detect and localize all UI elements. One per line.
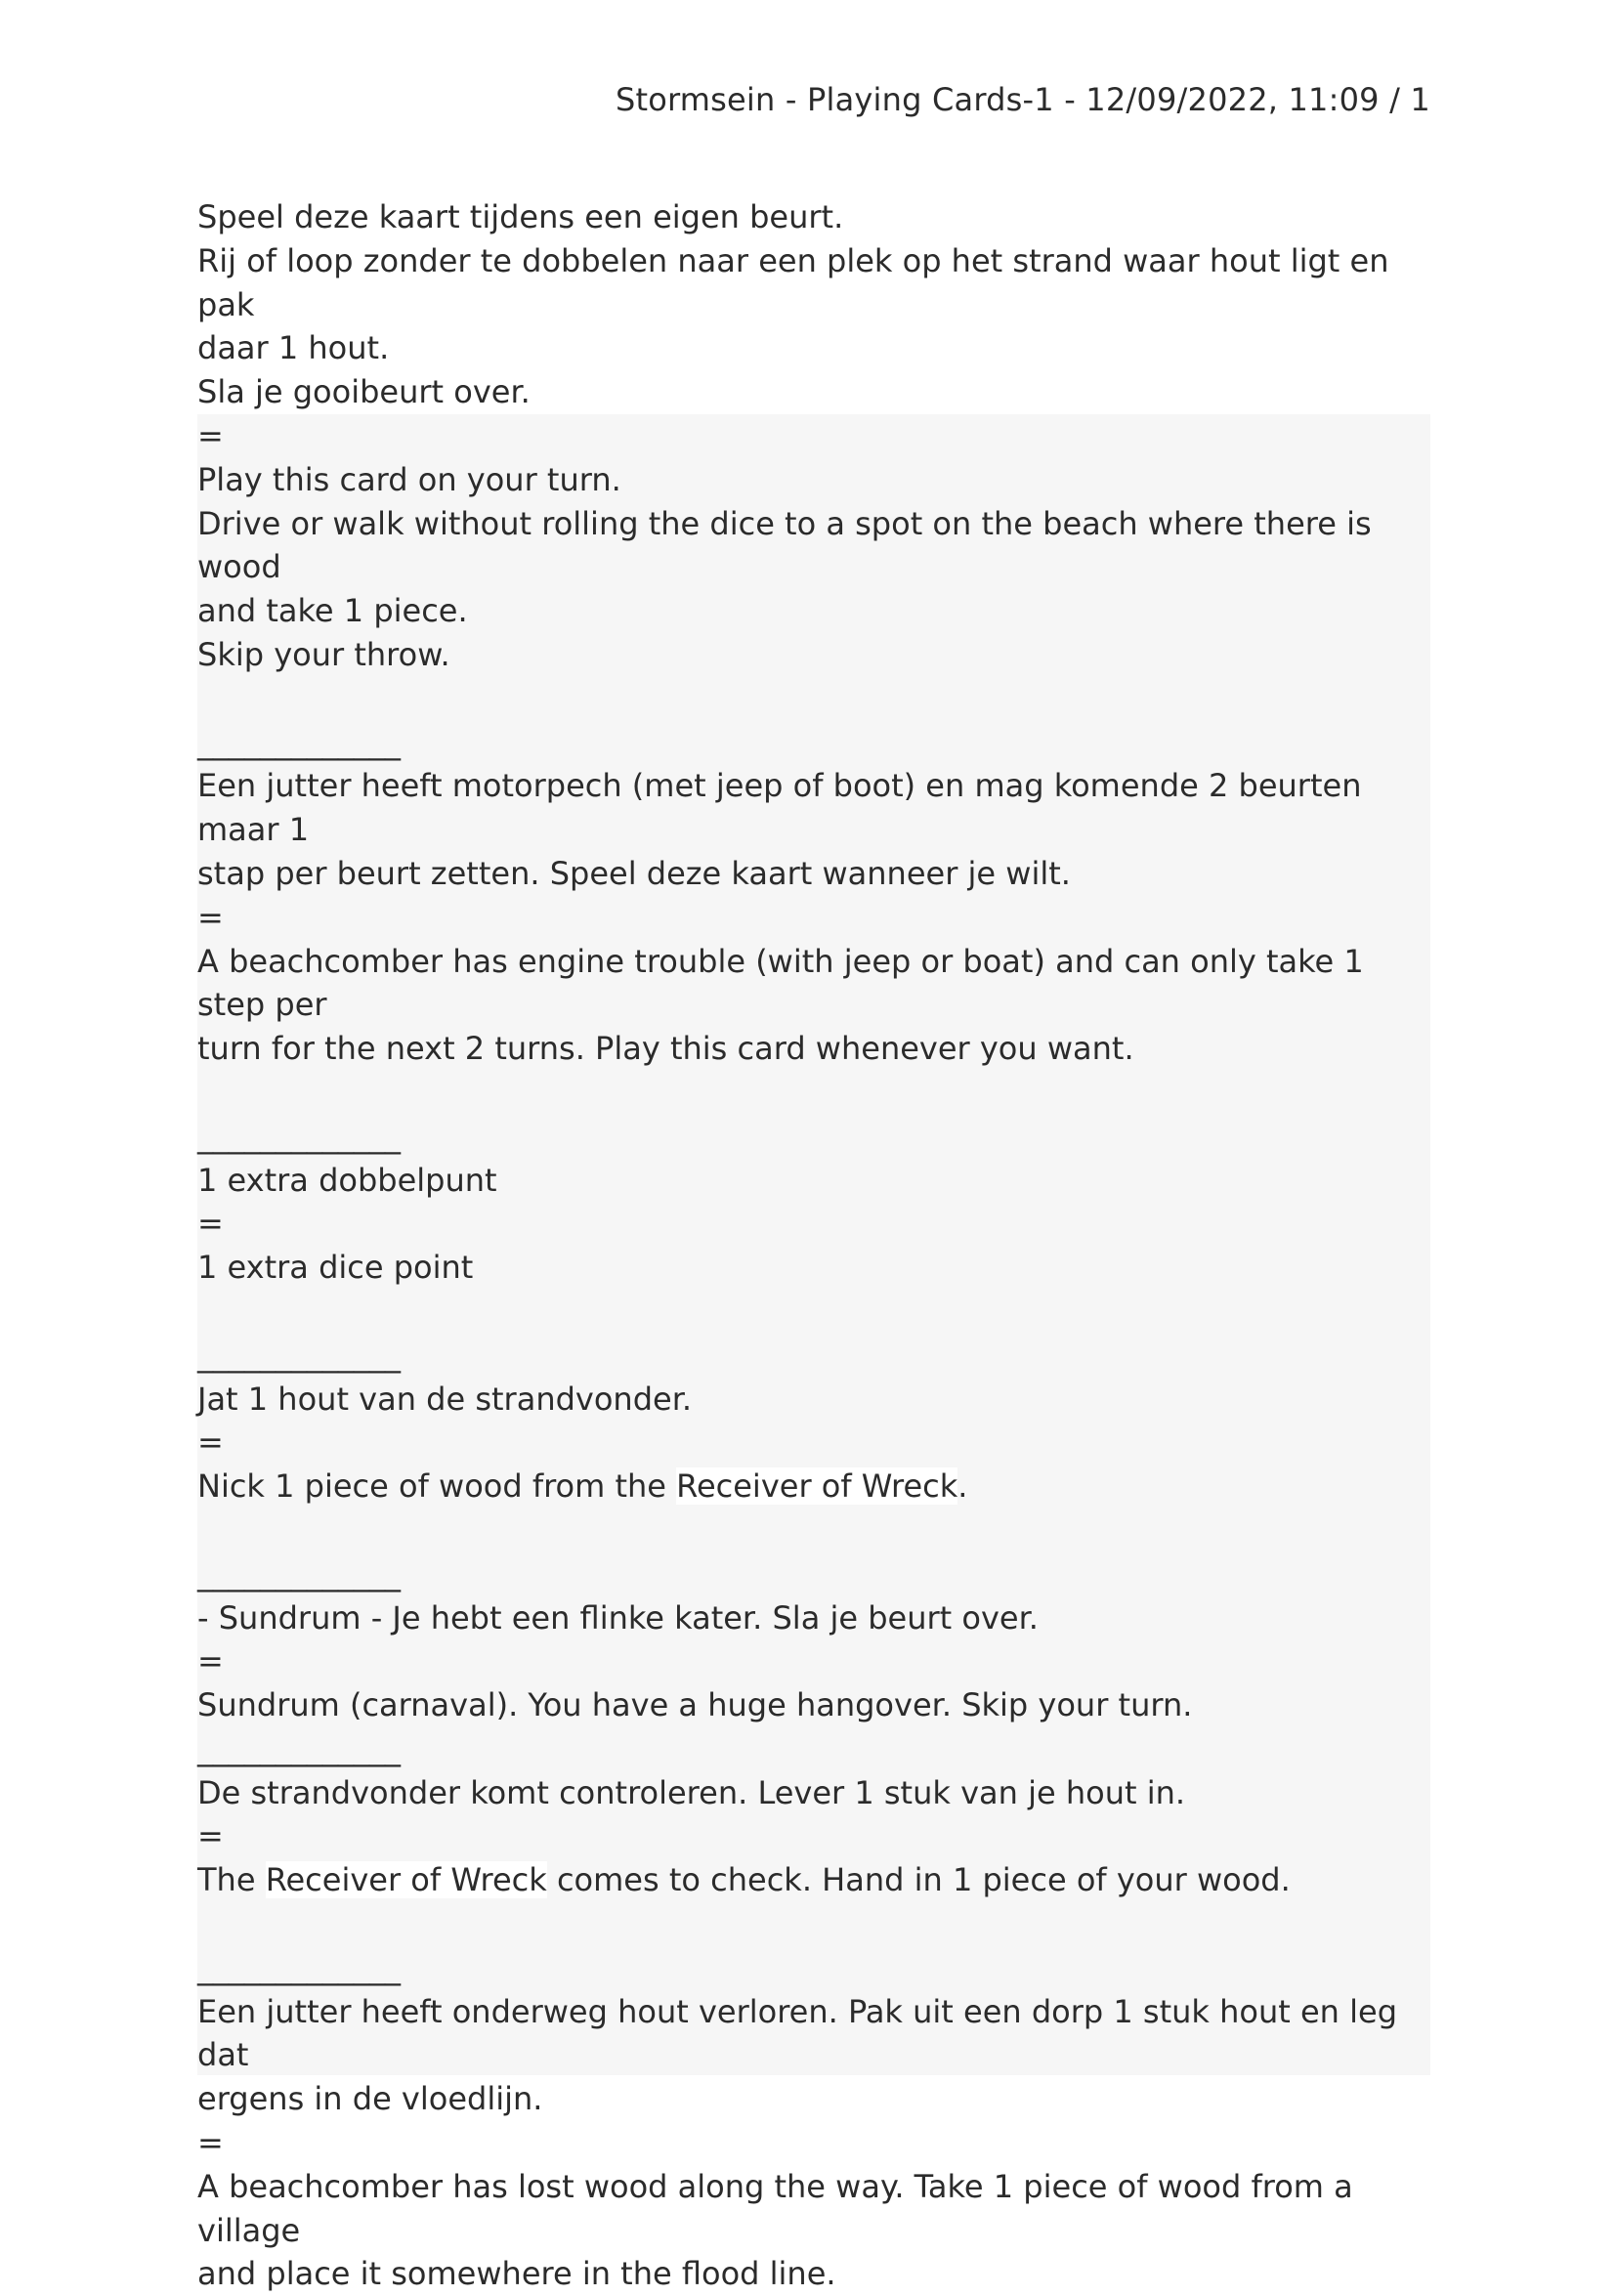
card-1-en-line-3: and take 1 piece. [197, 592, 468, 630]
card-2-nl-line-2: stap per beurt zetten. Speel deze kaart wanneer je wilt. [197, 854, 1071, 892]
card-3-equals: = [197, 1205, 224, 1243]
card-6-en-highlight: Receiver of Wreck [265, 1861, 547, 1899]
blank-line [197, 1509, 1430, 1552]
separator: _____________ [197, 1554, 401, 1593]
card-1-en-line-1: Play this card on your turn. [197, 460, 621, 498]
document-body [197, 195, 1430, 2296]
card-2-en-line-1: A beachcomber has engine trouble (with jeep or boat) and can only take 1 step per [197, 942, 1374, 1024]
card-3-nl-line-1: 1 extra dobbelpunt [197, 1161, 497, 1199]
blank-line [197, 677, 1430, 721]
card-3-en-line-1: 1 extra dice point [197, 1249, 474, 1287]
card-2-en-line-2: turn for the next 2 turns. Play this card whenever you want. [197, 1030, 1134, 1068]
card-6-nl-line-1: De strandvonder komt controleren. Lever 1 stuk van je hout in. [197, 1773, 1186, 1811]
card-6-en-line-1 [197, 1858, 1430, 1902]
card-4-equals: = [197, 1424, 224, 1462]
card-6-en-prefix: The [197, 1861, 266, 1899]
separator: _____________ [197, 1336, 401, 1374]
card-1-equals: = [197, 416, 224, 454]
card-4-en-suffix: . [957, 1467, 968, 1506]
card-7-nl-line-1: Een jutter heeft onderweg hout verloren. Pak uit een dorp 1 stuk hout en leg dat [197, 1992, 1408, 2074]
card-2-equals: = [197, 898, 224, 936]
card-7-nl-line-2: ergens in de vloedlijn. [197, 2080, 543, 2118]
card-4-en-line-1 [197, 1465, 1430, 1509]
blank-line [197, 1902, 1430, 1946]
card-1-nl-line-1: Speel deze kaart tijdens een eigen beurt. [197, 198, 844, 235]
card-5-en-line-1: Sundrum (carnaval). You have a huge hangover. Skip your turn. [197, 1686, 1193, 1724]
card-1-nl-line-2: Rij of loop zonder te dobbelen naar een plek op het strand waar hout ligt en pak [197, 241, 1399, 323]
card-7-en-line-1: A beachcomber has lost wood along the way. Take 1 piece of wood from a village [197, 2167, 1363, 2249]
card-1-nl-line-4: Sla je gooibeurt over. [197, 373, 531, 411]
card-1-en-line-2: Drive or walk without rolling the dice to a spot on the beach where there is wood [197, 504, 1382, 586]
card-4-en-highlight: Receiver of Wreck [676, 1467, 958, 1506]
card-6-equals: = [197, 1817, 224, 1855]
card-1-nl-line-3: daar 1 hout. [197, 329, 390, 367]
card-5-equals: = [197, 1642, 224, 1680]
card-1-en-line-4: Skip your throw. [197, 635, 450, 673]
separator: _____________ [197, 1729, 401, 1767]
card-5-nl-line-1: - Sundrum - Je hebt een flinke kater. Sla je beurt over. [197, 1598, 1039, 1637]
page-header: Stormsein - Playing Cards-1 - 12/09/2022, 11:09 / 1 [615, 81, 1430, 118]
card-4-en-prefix: Nick 1 piece of wood from the [197, 1467, 677, 1506]
card-6-en-suffix: comes to check. Hand in 1 piece of your wood. [546, 1861, 1291, 1899]
blank-line [197, 1071, 1430, 1115]
card-2-nl-line-1: Een jutter heeft motorpech (met jeep of boot) en mag komende 2 beurten maar 1 [197, 767, 1372, 849]
card-4-nl-line-1: Jat 1 hout van de strandvonder. [197, 1380, 693, 1418]
blank-line [197, 1290, 1430, 1334]
separator: _____________ [197, 1117, 401, 1155]
separator: _____________ [197, 1948, 401, 1986]
card-7-en-line-2: and place it somewhere in the flood line. [197, 2255, 836, 2293]
separator: _____________ [197, 723, 401, 761]
card-7-equals: = [197, 2124, 224, 2162]
